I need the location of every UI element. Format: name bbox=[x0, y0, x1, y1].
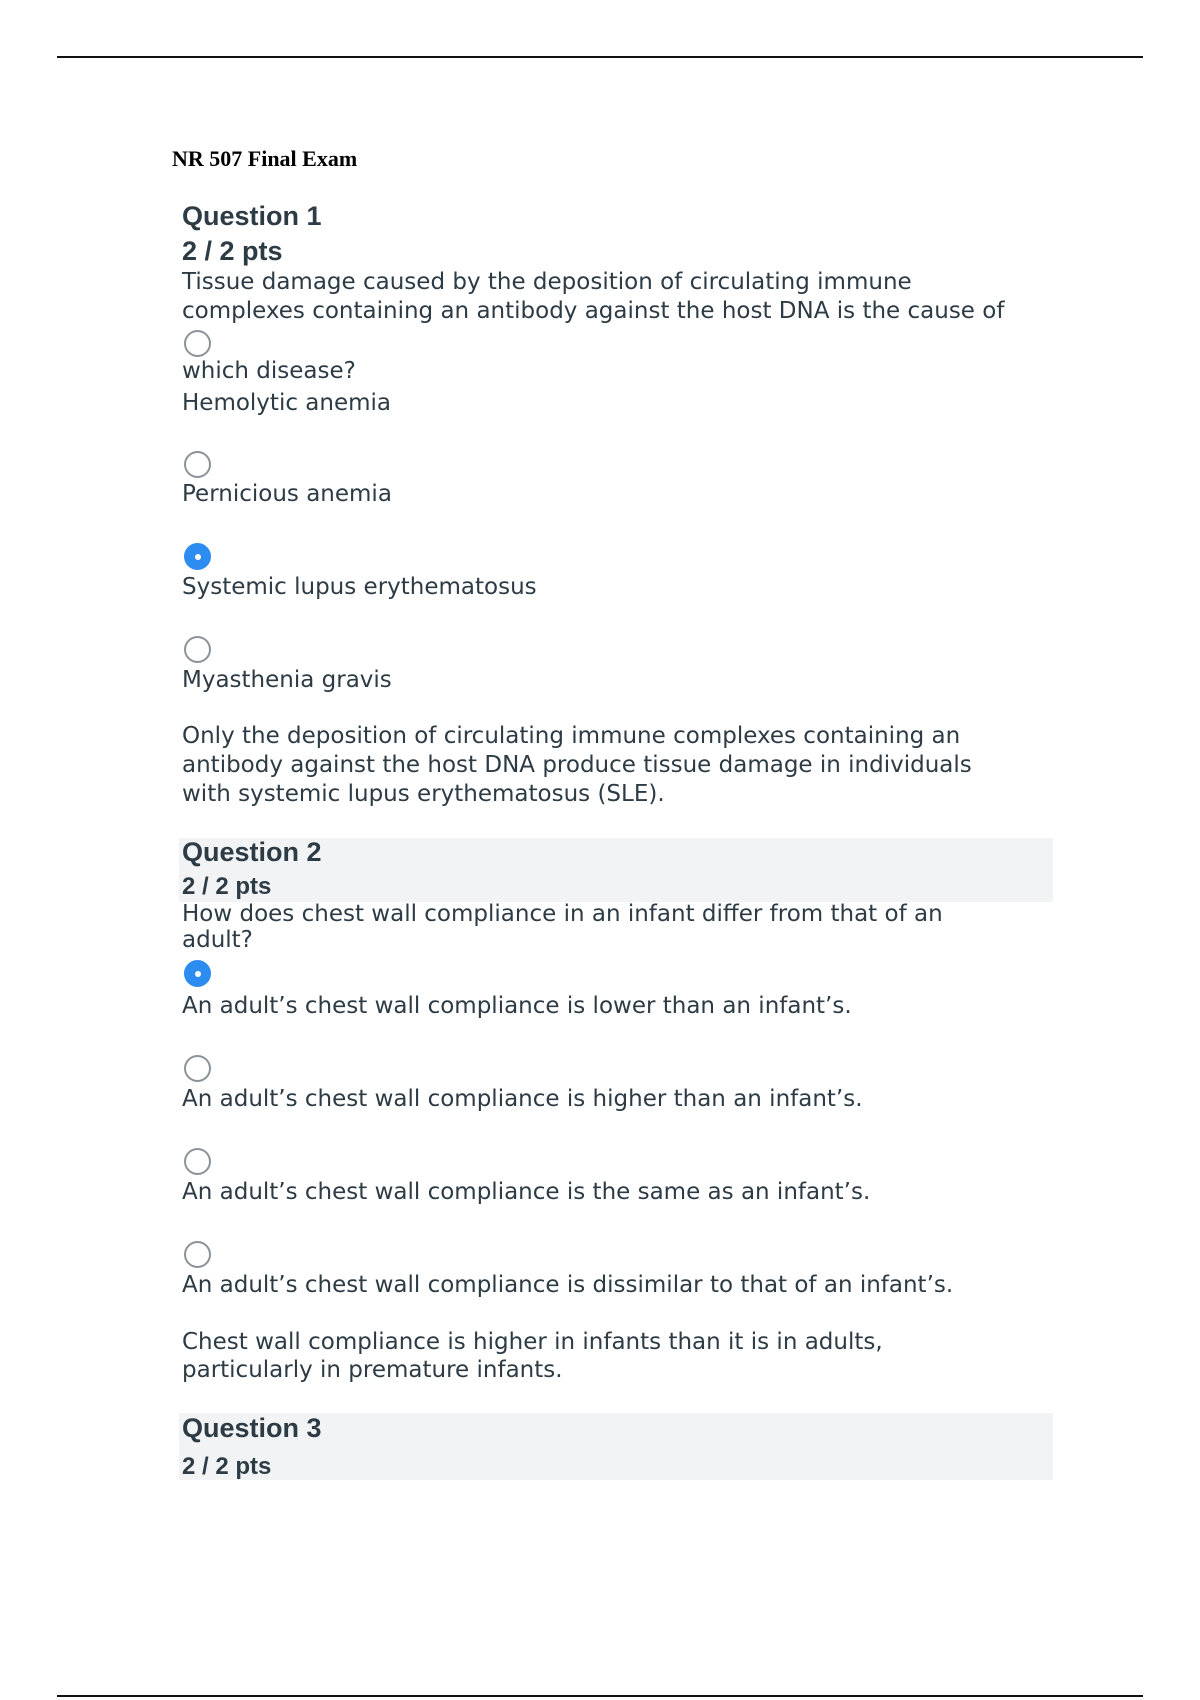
question-1-prompt-line-1: Tissue damage caused by the deposition of circulating immune bbox=[182, 269, 912, 295]
question-1-explanation-line-2: antibody against the host DNA produce tissue damage in individuals bbox=[182, 752, 972, 778]
question-2-option-3-label[interactable]: An adult’s chest wall compliance is the same as an infant’s. bbox=[182, 1179, 871, 1205]
question-1-option-3-radio[interactable] bbox=[184, 543, 211, 570]
question-1-option-4-radio[interactable] bbox=[184, 636, 211, 663]
question-2-option-3-radio[interactable] bbox=[184, 1148, 211, 1175]
question-1-option-1-radio[interactable] bbox=[184, 330, 211, 357]
question-1-explanation-line-1: Only the deposition of circulating immune complexes containing an bbox=[182, 723, 961, 749]
question-1-points: 2 / 2 pts bbox=[182, 236, 283, 266]
question-2-explanation-line-1: Chest wall compliance is higher in infants than it is in adults, bbox=[182, 1329, 883, 1355]
question-1-option-2-radio[interactable] bbox=[184, 451, 211, 478]
question-2-option-4-radio[interactable] bbox=[184, 1241, 211, 1268]
question-3-points: 2 / 2 pts bbox=[182, 1453, 272, 1480]
question-2-prompt-line-2: adult? bbox=[182, 927, 253, 953]
document-title: NR 507 Final Exam bbox=[172, 146, 358, 171]
question-2-option-4-label[interactable]: An adult’s chest wall compliance is dissimilar to that of an infant’s. bbox=[182, 1272, 954, 1298]
question-2-points: 2 / 2 pts bbox=[182, 873, 272, 900]
question-2-prompt-line-1: How does chest wall compliance in an infant differ from that of an bbox=[182, 901, 943, 927]
question-1-option-3-label[interactable]: Systemic lupus erythematosus bbox=[182, 574, 537, 600]
question-1-option-1-label[interactable]: Hemolytic anemia bbox=[182, 390, 391, 416]
question-2-option-2-radio[interactable] bbox=[184, 1055, 211, 1082]
question-1-option-2-label[interactable]: Pernicious anemia bbox=[182, 481, 392, 507]
question-1-explanation-line-3: with systemic lupus erythematosus (SLE). bbox=[182, 781, 665, 807]
page-bottom-rule bbox=[57, 1695, 1143, 1697]
question-1-prompt-line-2: complexes containing an antibody against the host DNA is the cause of bbox=[182, 298, 1005, 324]
question-2-heading: Question 2 bbox=[182, 837, 322, 867]
question-2-explanation-line-2: particularly in premature infants. bbox=[182, 1357, 563, 1383]
question-1-option-4-label[interactable]: Myasthenia gravis bbox=[182, 667, 392, 693]
question-2-option-2-label[interactable]: An adult’s chest wall compliance is higher than an infant’s. bbox=[182, 1086, 863, 1112]
question-1-prompt-line-3: which disease? bbox=[182, 358, 356, 384]
page-top-rule bbox=[57, 56, 1143, 58]
question-3-heading: Question 3 bbox=[182, 1413, 322, 1443]
question-2-option-1-label[interactable]: An adult’s chest wall compliance is lower than an infant’s. bbox=[182, 993, 852, 1019]
question-1-heading: Question 1 bbox=[182, 201, 322, 231]
question-2-option-1-radio[interactable] bbox=[184, 960, 211, 987]
